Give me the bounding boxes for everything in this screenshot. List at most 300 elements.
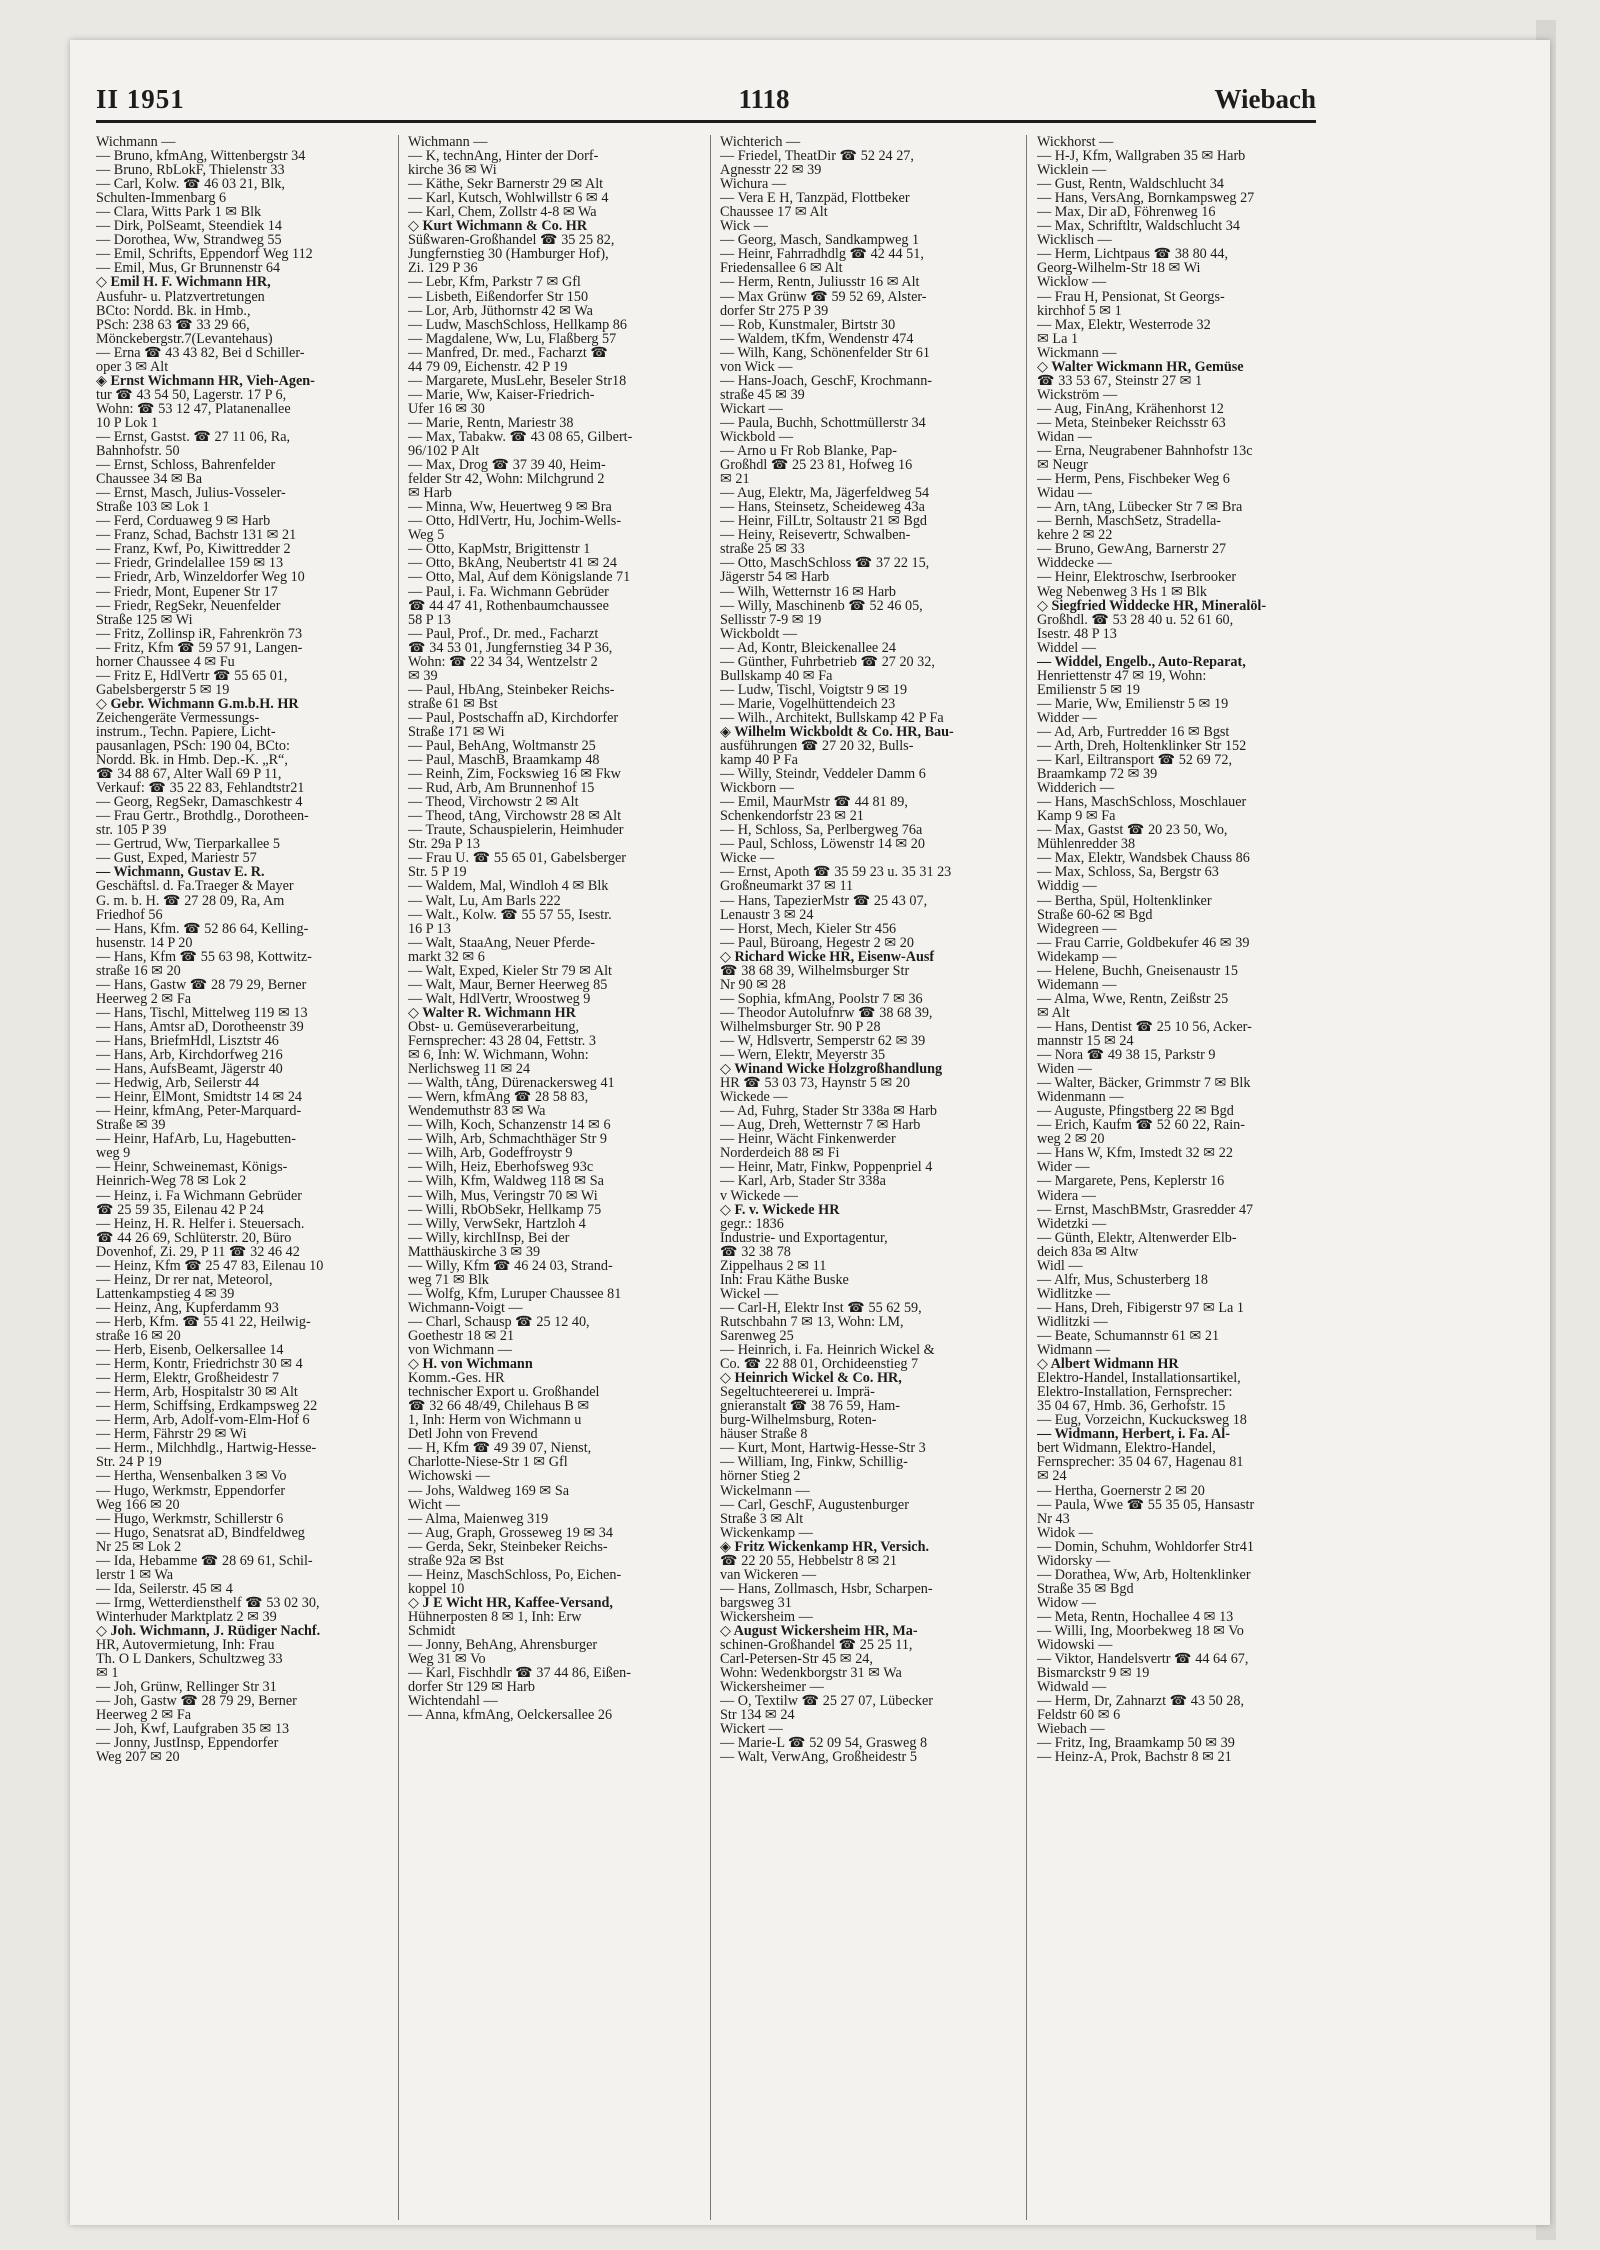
directory-entry-line: Friedhof 56	[96, 907, 163, 922]
directory-entry-line: Weg Nebenweg 3 Hs 1 ✉ Blk	[1037, 584, 1207, 599]
directory-entry-line: Isestr. 48 P 13	[1037, 626, 1117, 641]
directory-entry-line: Zippelhaus 2 ✉ 11	[720, 1258, 827, 1273]
directory-entry-line: — Heinz-A, Prok, Bachstr 8 ✉ 21	[1037, 1750, 1232, 1765]
directory-entry-line: — Paul, Postschaffn aD, Kirchdorfer	[408, 710, 619, 725]
directory-entry-line: — Bruno, GewAng, Barnerstr 27	[1037, 542, 1227, 557]
directory-entry-line: Braamkamp 72 ✉ 39	[1037, 767, 1158, 782]
directory-entry-line: Widen —	[1037, 1062, 1092, 1077]
directory-entry-line: van Wickeren —	[720, 1567, 817, 1582]
directory-entry-line: — Fritz, Kfm ☎ 59 57 91, Langen-	[96, 640, 303, 655]
directory-entry-line: — Marie-L ☎ 52 09 54, Grasweg 8	[720, 1736, 928, 1751]
directory-entry-line: — Aug, Graph, Grosseweg 19 ✉ 34	[408, 1525, 613, 1540]
directory-entry-line: Straße 35 ✉ Bgd	[1037, 1581, 1134, 1596]
directory-entry-line: — Waldem, Mal, Windloh 4 ✉ Blk	[408, 879, 609, 894]
directory-entry-line: Großhdl. ☎ 53 28 40 u. 52 61 60,	[1037, 612, 1234, 627]
directory-entry-line: Wicht —	[408, 1497, 460, 1512]
directory-entry-line: G. m. b. H. ☎ 27 28 09, Ra, Am	[96, 893, 285, 908]
directory-entry-line: husenstr. 14 P 20	[96, 935, 193, 950]
directory-entry-line: von Wichmann —	[408, 1343, 512, 1358]
directory-entry-line: Wickmann —	[1037, 345, 1117, 360]
directory-entry-line: — Bruno, kfmAng, Wittenbergstr 34	[96, 149, 306, 164]
directory-entry-line: Wickart —	[720, 401, 783, 416]
directory-entry-line: ◈ Fritz Wickenkamp HR, Versich.	[720, 1539, 930, 1554]
directory-entry-line: — Hans, Arb, Kirchdorfweg 216	[96, 1048, 283, 1063]
directory-entry-line: — Wilh, Kang, Schönenfelder Str 61	[720, 345, 930, 360]
directory-entry-line: — Aug, Dreh, Wetternstr 7 ✉ Harb	[720, 1118, 921, 1133]
directory-entry-line: — Hans W, Kfm, Imstedt 32 ✉ 22	[1037, 1146, 1233, 1161]
directory-entry-line: — Johs, Waldweg 169 ✉ Sa	[408, 1483, 570, 1498]
directory-entry-line: Sellisstr 7-9 ✉ 19	[720, 612, 822, 627]
directory-entry-line: — Joh, Gastw ☎ 28 79 29, Berner	[96, 1694, 297, 1709]
directory-entry-line: ✉ 39	[408, 668, 438, 683]
directory-entry-line: — Ludw, MaschSchloss, Hellkamp 86	[408, 317, 627, 332]
directory-entry-line: ☎ 32 38 78	[720, 1244, 791, 1259]
directory-entry-line: — Otto, MaschSchloss ☎ 37 22 15,	[720, 556, 930, 571]
column-3	[720, 135, 1008, 2220]
directory-entry-line: Widenmann —	[1037, 1090, 1124, 1105]
directory-entry-line: Chaussee 34 ✉ Ba	[96, 472, 203, 487]
directory-entry-line: Widdecke —	[1037, 556, 1112, 571]
directory-entry-line: Wichmann-Voigt —	[408, 1300, 523, 1315]
directory-entry-line: — Heinz, Ang, Kupferdamm 93	[96, 1300, 279, 1315]
directory-entry-line: Wohn: ☎ 22 34 34, Wentzelstr 2	[408, 654, 598, 669]
directory-entry-line: — Ad, Arb, Furtredder 16 ✉ Bgst	[1037, 724, 1230, 740]
directory-entry-line: — Theod, tAng, Virchowstr 28 ✉ Alt	[408, 809, 622, 824]
directory-entry-line: — Herm, Fährstr 29 ✉ Wi	[96, 1427, 247, 1442]
column-divider	[710, 135, 711, 2220]
directory-entry-line: — Heinz, MaschSchloss, Po, Eichen-	[408, 1567, 622, 1582]
directory-entry-line: Wichmann —	[408, 135, 488, 150]
directory-entry-line: Straße 3 ✉ Alt	[720, 1511, 804, 1526]
directory-entry-line: — Frau Carrie, Goldbekufer 46 ✉ 39	[1037, 935, 1250, 950]
directory-entry-line: — Erna ☎ 43 43 82, Bei d Schiller-	[96, 345, 305, 360]
directory-entry-line: ✉ 24	[1037, 1469, 1067, 1484]
directory-entry-line: BCto: Nordd. Bk. in Hmb.,	[96, 303, 251, 318]
directory-entry-line: — Ernst, Gastst. ☎ 27 11 06, Ra,	[96, 429, 291, 445]
directory-entry-line: ☎ 32 66 48/49, Chilehaus B ✉	[408, 1399, 590, 1414]
directory-entry-line: — Anna, kfmAng, Oelckersallee 26	[408, 1708, 613, 1723]
directory-entry-line: Wichowski —	[408, 1469, 490, 1484]
directory-entry-line: gegr.: 1836	[720, 1216, 784, 1231]
directory-entry-line: mannstr 15 ✉ 24	[1037, 1034, 1134, 1049]
directory-entry-line: — Gust, Exped, Mariestr 57	[96, 851, 257, 866]
directory-entry-line: — Max, Dir aD, Föhrenweg 16	[1037, 205, 1216, 220]
directory-entry-line: — Willi, RbObSekr, Hellkamp 75	[408, 1202, 602, 1217]
directory-entry-line: Fernsprecher: 35 04 67, Hagenau 81	[1037, 1455, 1244, 1470]
directory-entry-line: — Georg, RegSekr, Damaschkestr 4	[96, 795, 303, 810]
directory-entry-line: HR, Autovermietung, Inh: Frau	[96, 1638, 275, 1653]
directory-entry-line: — Hugo, Senatsrat aD, Bindfeldweg	[96, 1525, 305, 1540]
directory-entry-line: — Carl, GeschF, Augustenburger	[720, 1497, 909, 1512]
directory-entry-line: ◇ Albert Widmann HR	[1037, 1357, 1179, 1372]
directory-entry-line: — Hans, Kfm ☎ 55 63 98, Kottwitz-	[96, 949, 312, 964]
directory-entry-line: 1, Inh: Herm von Wichmann u	[408, 1413, 582, 1428]
directory-entry-line: — Widdel, Engelb., Auto-Reparat,	[1037, 654, 1246, 669]
directory-entry-line: — Hans, VersAng, Bornkampsweg 27	[1037, 191, 1255, 206]
directory-entry-line: — Wilh, Heiz, Eberhofsweg 93c	[408, 1160, 594, 1175]
directory-entry-line: — Heinr, HafArb, Lu, Hagebutten-	[96, 1132, 296, 1147]
directory-entry-line: Widekamp —	[1037, 949, 1117, 964]
directory-entry-line: Bullskamp 40 ✉ Fa	[720, 668, 833, 683]
directory-entry-line: burg-Wilhelmsburg, Roten-	[720, 1413, 877, 1428]
directory-entry-line: — Aug, FinAng, Krähenhorst 12	[1037, 401, 1224, 416]
directory-entry-line: Winterhuder Marktplatz 2 ✉ 39	[96, 1609, 277, 1624]
header-volume-year: II 1951	[96, 84, 185, 114]
directory-entry-line: — Ernst, Apoth ☎ 35 59 23 u. 35 31 23	[720, 865, 952, 880]
directory-entry-line: — Eug, Vorzeichn, Kuckucksweg 18	[1037, 1413, 1247, 1428]
directory-entry-line: — Max Grünw ☎ 59 52 69, Alster-	[720, 289, 927, 304]
directory-entry-line: Dovenhof, Zi. 29, P 11 ☎ 32 46 42	[96, 1244, 300, 1259]
directory-entry-line: — Bruno, RbLokF, Thielenstr 33	[96, 163, 285, 178]
directory-entry-line: — Paul, Prof., Dr. med., Facharzt	[408, 626, 599, 641]
directory-entry-line: — Franz, Schad, Bachstr 131 ✉ 21	[96, 528, 297, 543]
directory-entry-line: Inh: Frau Käthe Buske	[720, 1272, 849, 1287]
directory-entry-line: HR ☎ 53 03 73, Haynstr 5 ✉ 20	[720, 1076, 910, 1091]
directory-entry-line: — Franz, Kwf, Po, Kiwittredder 2	[96, 542, 291, 557]
directory-entry-line: lerstr 1 ✉ Wa	[96, 1567, 174, 1582]
directory-entry-line: — Lisbeth, Eißendorfer Str 150	[408, 289, 589, 304]
directory-entry-line: Obst- u. Gemüseverarbeitung,	[408, 1019, 579, 1034]
directory-entry-line: — Walt, HdlVertr, Wroostweg 9	[408, 991, 591, 1006]
directory-entry-line: — Nora ☎ 49 38 15, Parkstr 9	[1037, 1048, 1216, 1063]
directory-entry-line: — Fritz E, HdlVertr ☎ 55 65 01,	[96, 668, 288, 683]
directory-entry-line: — Viktor, Handelsvertr ☎ 44 64 67,	[1037, 1652, 1249, 1667]
directory-entry-line: ✉ Neugr	[1037, 458, 1088, 473]
directory-entry-line: — Arth, Dreh, Holtenklinker Str 152	[1037, 739, 1247, 754]
directory-entry-line: — Carl-H, Elektr Inst ☎ 55 62 59,	[720, 1300, 922, 1315]
directory-entry-line: hörner Stieg 2	[720, 1469, 801, 1484]
directory-entry-line: — Friedr, RegSekr, Neuenfelder	[96, 598, 281, 613]
directory-entry-line: — Wilh., Architekt, Bullskamp 42 P Fa	[720, 710, 944, 725]
directory-entry-line: Widlitzki —	[1037, 1314, 1108, 1329]
directory-entry-line: straße 61 ✉ Bst	[408, 696, 498, 711]
directory-entry-line: — Herm, Rentn, Juliusstr 16 ✉ Alt	[720, 275, 920, 290]
directory-entry-line: Nordd. Bk. in Hmb. Dep.-K. „R“,	[96, 753, 288, 768]
directory-entry-line: Mönckebergstr.7(Levantehaus)	[96, 331, 273, 346]
directory-entry-line: ◇ J E Wicht HR, Kaffee-Versand,	[408, 1595, 613, 1610]
directory-entry-line: Nr 25 ✉ Lok 2	[96, 1539, 182, 1554]
directory-entry-line: — Max, Gastst ☎ 20 23 50, Wo,	[1037, 823, 1228, 838]
directory-entry-line: — Günth, Elektr, Altenwerder Elb-	[1037, 1230, 1237, 1245]
directory-entry-line: Wickborn —	[720, 781, 794, 796]
directory-entry-line: — Hugo, Werkmstr, Eppendorfer	[96, 1483, 286, 1498]
directory-entry-line: — Gertrud, Ww, Tierparkallee 5	[96, 837, 280, 852]
directory-entry-line: Straße ✉ 39	[96, 1118, 166, 1133]
directory-entry-line: — Herm, Pens, Fischbeker Weg 6	[1037, 472, 1230, 487]
directory-entry-line: — Willi, Ing, Moorbekweg 18 ✉ Vo	[1037, 1623, 1244, 1639]
directory-entry-line: Mühlenredder 38	[1037, 837, 1136, 852]
directory-entry-line: Nr 90 ✉ 28	[720, 977, 786, 992]
directory-entry-line: — Ida, Seilerstr. 45 ✉ 4	[96, 1581, 233, 1596]
directory-entry-line: — Bernh, MaschSetz, Stradella-	[1037, 514, 1221, 529]
directory-entry-line: Straße 171 ✉ Wi	[408, 724, 505, 740]
directory-entry-line: — Hans, Gastw ☎ 28 79 29, Berner	[96, 977, 307, 992]
directory-entry-line: kirche 36 ✉ Wi	[408, 163, 497, 178]
directory-entry-line: — Lebr, Kfm, Parkstr 7 ✉ Gfl	[408, 275, 581, 290]
directory-entry-line: Widl —	[1037, 1258, 1083, 1273]
directory-entry-line: Weg 166 ✉ 20	[96, 1497, 180, 1512]
header-running-name: Wiebach	[1214, 84, 1316, 114]
directory-entry-line: — Heinr, Fahrradhdlg ☎ 42 44 51,	[720, 247, 924, 262]
directory-entry-line: — Domin, Schuhm, Wohldorfer Str41	[1037, 1539, 1254, 1554]
directory-entry-line: — Wern, Elektr, Meyerstr 35	[720, 1048, 886, 1063]
directory-entry-line: — Paul, Schloss, Löwenstr 14 ✉ 20	[720, 837, 925, 852]
directory-entry-line: — Karl, Eiltransport ☎ 52 69 72,	[1037, 753, 1232, 768]
directory-entry-line: — Manfred, Dr. med., Facharzt ☎	[408, 345, 609, 360]
directory-entry-line: — Margarete, Pens, Keplerstr 16	[1037, 1174, 1225, 1189]
directory-entry-line: Widmann —	[1037, 1343, 1111, 1358]
directory-entry-line: Weg 207 ✉ 20	[96, 1750, 180, 1765]
directory-entry-line: — Max, Tabakw. ☎ 43 08 65, Gilbert-	[408, 429, 633, 445]
directory-entry-line: — H, Schloss, Sa, Perlbergweg 76a	[720, 823, 923, 838]
directory-entry-line: markt 32 ✉ 6	[408, 949, 485, 964]
directory-entry-line: — Hans, TapezierMstr ☎ 25 43 07,	[720, 893, 928, 908]
directory-entry-line: Wilhelmsburger Str. 90 P 28	[720, 1019, 881, 1034]
directory-entry-line: Weg 31 ✉ Vo	[408, 1652, 486, 1667]
directory-entry-line: — Joh, Kwf, Laufgraben 35 ✉ 13	[96, 1722, 290, 1737]
directory-entry-line: Str. 24 P 19	[96, 1455, 162, 1470]
directory-entry-line: 10 P Lok 1	[96, 415, 159, 430]
directory-entry-line: ausführungen ☎ 27 20 32, Bulls-	[720, 739, 914, 754]
directory-entry-line: Widwald —	[1037, 1680, 1107, 1695]
directory-entry-line: — Irmg, Wetterdiensthelf ☎ 53 02 30,	[96, 1595, 320, 1610]
directory-entry-line: Wicklein —	[1037, 163, 1107, 178]
directory-entry-line: Widemann —	[1037, 977, 1117, 992]
directory-entry-line: ◇ Gebr. Wichmann G.m.b.H. HR	[96, 696, 299, 711]
directory-entry-line: ☎ 38 68 39, Wilhelmsburger Str	[720, 963, 910, 978]
directory-entry-line: Widetzki —	[1037, 1216, 1107, 1231]
directory-entry-line: — Alfr, Mus, Schusterberg 18	[1037, 1272, 1208, 1287]
directory-entry-line: — Bertha, Spül, Holtenklinker	[1037, 893, 1212, 908]
directory-entry-line: weg 2 ✉ 20	[1037, 1132, 1105, 1147]
directory-entry-line: Elektro-Installation, Fernsprecher:	[1037, 1385, 1233, 1400]
directory-entry-line: — Herm, Arb, Hospitalstr 30 ✉ Alt	[96, 1385, 298, 1400]
directory-entry-line: Straße 60-62 ✉ Bgd	[1037, 907, 1153, 922]
directory-entry-line: — Willy, Steindr, Veddeler Damm 6	[720, 767, 926, 782]
directory-entry-line: — Helene, Buchh, Gneisenaustr 15	[1037, 963, 1238, 978]
directory-entry-line: Straße 125 ✉ Wi	[96, 612, 193, 627]
directory-entry-line: Bahnhofstr. 50	[96, 444, 180, 459]
directory-entry-line: — Herm, Lichtpaus ☎ 38 80 44,	[1037, 247, 1229, 262]
directory-entry-line: — Käthe, Sekr Barnerstr 29 ✉ Alt	[408, 177, 604, 192]
directory-entry-line: — Ernst, Masch, Julius-Vosseler-	[96, 486, 286, 501]
directory-entry-line: Fernsprecher: 43 28 04, Fettstr. 3	[408, 1034, 596, 1049]
directory-entry-line: Wickert —	[720, 1722, 783, 1737]
directory-entry-line: — Georg, Masch, Sandkampweg 1	[720, 233, 920, 248]
directory-entry-line: — Heiny, Reisevertr, Schwalben-	[720, 528, 911, 543]
directory-entry-line: ☎ 44 47 41, Rothenbaumchaussee	[408, 598, 609, 613]
directory-entry-line: — Frau Gertr., Brothdlg., Dorotheen-	[96, 809, 309, 824]
directory-entry-line: ◇ F. v. Wickede HR	[720, 1202, 840, 1217]
directory-entry-line: Wicke —	[720, 851, 775, 866]
directory-entry-line: — Lor, Arb, Jüthornstr 42 ✉ Wa	[408, 303, 593, 318]
directory-entry-line: Lenaustr 3 ✉ 24	[720, 907, 814, 922]
directory-entry-line: — Paula, Buchh, Schottmüllerstr 34	[720, 415, 926, 430]
directory-entry-line: — Herm, Kontr, Friedrichstr 30 ✉ 4	[96, 1357, 303, 1372]
directory-entry-line: — Marie, Vogelhüttendeich 23	[720, 696, 896, 711]
directory-entry-line: — Dorathea, Ww, Arb, Holtenklinker	[1037, 1567, 1251, 1582]
directory-entry-line: — O, Textilw ☎ 25 27 07, Lübecker	[720, 1694, 934, 1709]
directory-entry-line: — Herm, Schiffsing, Erdkampsweg 22	[96, 1399, 318, 1414]
directory-entry-line: — Hans, AufsBeamt, Jägerstr 40	[96, 1062, 283, 1077]
directory-entry-line: — Herm, Elektr, Großheidestr 7	[96, 1371, 280, 1386]
directory-entry-line: häuser Straße 8	[720, 1427, 808, 1442]
directory-entry-line: Wohn: Wedenkborgstr 31 ✉ Wa	[720, 1666, 902, 1681]
directory-entry-line: Rutschbahn 7 ✉ 13, Wohn: LM,	[720, 1314, 904, 1329]
directory-entry-line: — Heinz, Kfm ☎ 25 47 83, Eilenau 10	[96, 1258, 324, 1273]
directory-entry-line: koppel 10	[408, 1581, 465, 1596]
directory-entry-line: ◇ Walter Wickmann HR, Gemüse	[1037, 359, 1244, 374]
directory-entry-line: Jägerstr 54 ✉ Harb	[720, 570, 830, 585]
directory-entry-line: — Arno u Fr Rob Blanke, Pap-	[720, 444, 897, 459]
directory-entry-line: Süßwaren-Großhandel ☎ 35 25 82,	[408, 233, 615, 248]
directory-entry-line: — Erich, Kaufm ☎ 52 60 22, Rain-	[1037, 1118, 1245, 1133]
directory-entry-line: — Reinh, Zim, Fockswieg 16 ✉ Fkw	[408, 767, 621, 782]
directory-entry-line: Ufer 16 ✉ 30	[408, 401, 485, 416]
directory-entry-line: 44 79 09, Eichenstr. 42 P 19	[408, 359, 568, 374]
directory-entry-line: ◇ H. von Wichmann	[408, 1357, 533, 1372]
directory-entry-line: — Heinr, Elektroschw, Iserbrooker	[1037, 570, 1237, 585]
directory-entry-line: — Horst, Mech, Kieler Str 456	[720, 921, 897, 936]
directory-entry-line: ☎ 33 53 67, Steinstr 27 ✉ 1	[1037, 373, 1203, 388]
directory-entry-line: — Herm, Arb, Adolf-vom-Elm-Hof 6	[96, 1413, 310, 1428]
directory-entry-line: — Marie, Ww, Emilienstr 5 ✉ 19	[1037, 696, 1229, 711]
directory-entry-line: — Willy, Maschinenb ☎ 52 46 05,	[720, 598, 923, 613]
directory-entry-line: 16 P 13	[408, 921, 451, 936]
directory-entry-line: straße 16 ✉ 20	[96, 1328, 181, 1344]
directory-entry-line: Detl John von Frevend	[408, 1427, 538, 1442]
directory-entry-line: Wichterich —	[720, 135, 801, 150]
directory-entry-line: — Hans, Steinsetz, Scheideweg 43a	[720, 500, 925, 515]
column-4	[1037, 135, 1325, 2220]
directory-entry-line: Widan —	[1037, 429, 1092, 445]
directory-entry-line: — Traute, Schauspielerin, Heimhuder	[408, 823, 624, 838]
directory-entry-line: Wicklisch —	[1037, 233, 1112, 248]
directory-entry-line: Hühnerposten 8 ✉ 1, Inh: Erw	[408, 1609, 582, 1624]
directory-entry-line: — Ida, Hebamme ☎ 28 69 61, Schil-	[96, 1553, 313, 1568]
directory-entry-line: — Minna, Ww, Heuertweg 9 ✉ Bra	[408, 500, 612, 515]
directory-entry-line: Widow —	[1037, 1595, 1096, 1610]
directory-entry-line: — Hans, Zollmasch, Hsbr, Scharpen-	[720, 1581, 933, 1596]
directory-entry-line: — Heinz, i. Fa Wichmann Gebrüder	[96, 1188, 303, 1203]
directory-entry-line: 58 P 13	[408, 612, 451, 627]
directory-entry-line: — Margarete, MusLehr, Beseler Str18	[408, 373, 627, 388]
directory-entry-line: — Ad, Kontr, Bleickenallee 24	[720, 640, 896, 655]
directory-entry-line: von Wick —	[720, 359, 793, 374]
directory-entry-line: — Dorothea, Ww, Strandweg 55	[96, 233, 282, 248]
directory-entry-line: ◇ Walter R. Wichmann HR	[408, 1005, 576, 1020]
directory-entry-line: — Heinr, Matr, Finkw, Poppenpriel 4	[720, 1160, 933, 1175]
directory-entry-line: — Kurt, Mont, Hartwig-Hesse-Str 3	[720, 1441, 926, 1456]
directory-entry-line: — Magdalene, Ww, Lu, Flaßberg 57	[408, 331, 617, 346]
directory-entry-line: — Heinz, H. R. Helfer i. Steuersach.	[96, 1216, 305, 1231]
directory-entry-line: — Heinr, ElMont, Smidtstr 14 ✉ 24	[96, 1090, 303, 1105]
directory-entry-line: — Fritz, Zollinsp iR, Fahrenkrön 73	[96, 626, 303, 641]
directory-entry-line: — Karl, Arb, Stader Str 338a	[720, 1174, 886, 1189]
directory-entry-line: Widder —	[1037, 710, 1097, 725]
directory-entry-line: — Heinr, kfmAng, Peter-Marquard-	[96, 1104, 302, 1119]
directory-entry-line: — Ferd, Corduaweg 9 ✉ Harb	[96, 514, 271, 529]
directory-entry-line: Schmidt	[408, 1623, 456, 1639]
directory-entry-line: — Alma, Maienweg 319	[408, 1511, 549, 1526]
directory-entry-line: Lattenkampstieg 4 ✉ 39	[96, 1286, 235, 1301]
directory-entry-line: Verkauf: ☎ 35 22 83, Fehlandtstr21	[96, 781, 305, 796]
directory-entry-line: — Marie, Ww, Kaiser-Friedrich-	[408, 387, 595, 402]
directory-entry-line: Zi. 129 P 36	[408, 261, 478, 276]
directory-entry-line: — Günther, Fuhrbetrieb ☎ 27 20 32,	[720, 654, 935, 669]
directory-entry-line: Komm.-Ges. HR	[408, 1371, 505, 1386]
directory-entry-line: — Hans, Tischl, Mittelweg 119 ✉ 13	[96, 1005, 308, 1020]
directory-entry-line: — K, technAng, Hinter der Dorf-	[408, 149, 599, 164]
directory-entry-line: Nerlichsweg 11 ✉ 24	[408, 1062, 531, 1077]
directory-entry-line: Heinrich-Weg 78 ✉ Lok 2	[96, 1174, 247, 1189]
directory-entry-line: Ausfuhr- u. Platzvertretungen	[96, 289, 265, 304]
directory-entry-line: — Walt, Exped, Kieler Str 79 ✉ Alt	[408, 963, 612, 978]
directory-entry-line: — Joh, Grünw, Rellinger Str 31	[96, 1680, 277, 1695]
directory-entry-line: — Emil, MaurMstr ☎ 44 81 89,	[720, 795, 908, 810]
directory-entry-line: — Wilh, Kfm, Waldweg 118 ✉ Sa	[408, 1174, 604, 1189]
directory-entry-line: deich 83a ✉ Altw	[1037, 1244, 1139, 1259]
directory-entry-line: Großhdl ☎ 25 23 81, Hofweg 16	[720, 458, 913, 473]
directory-entry-line: Wick —	[720, 219, 768, 234]
directory-entry-line: — Emil, Mus, Gr Brunnenstr 64	[96, 261, 281, 276]
directory-entry-line: — Meta, Rentn, Hochallee 4 ✉ 13	[1037, 1609, 1234, 1624]
directory-entry-line: — Karl, Kutsch, Wohlwillstr 6 ✉ 4	[408, 191, 609, 206]
directory-entry-line: Widegreen —	[1037, 921, 1117, 936]
directory-entry-line: Str. 5 P 19	[408, 865, 467, 880]
directory-entry-line: Wichtendahl —	[408, 1694, 498, 1709]
directory-entry-line: horner Chaussee 4 ✉ Fu	[96, 654, 235, 669]
directory-entry-line: Widdig —	[1037, 879, 1097, 894]
directory-entry-line: — Ludw, Tischl, Voigtstr 9 ✉ 19	[720, 682, 908, 697]
directory-entry-line: — Gust, Rentn, Waldschlucht 34	[1037, 177, 1224, 192]
directory-entry-line: kehre 2 ✉ 22	[1037, 528, 1113, 543]
directory-entry-line: Wiebach —	[1037, 1722, 1105, 1737]
directory-entry-line: — Friedr, Grindelallee 159 ✉ 13	[96, 556, 284, 571]
header-page-number: 1118	[738, 84, 790, 114]
directory-entry-line: — Ernst, MaschBMstr, Grasredder 47	[1037, 1202, 1254, 1217]
directory-entry-line: — Otto, BkAng, Neubertstr 41 ✉ 24	[408, 556, 617, 571]
directory-entry-line: — Max, Drog ☎ 37 39 40, Heim-	[408, 458, 606, 473]
directory-entry-line: — Friedel, TheatDir ☎ 52 24 27,	[720, 149, 914, 164]
directory-entry-line: Wicklow —	[1037, 275, 1107, 290]
directory-entry-line: Jungfernstieg 30 (Hamburger Hof),	[408, 247, 609, 262]
directory-entry-line: — Hertha, Goernerstr 2 ✉ 20	[1037, 1483, 1205, 1498]
directory-entry-line: ◇ Kurt Wichmann & Co. HR	[408, 219, 588, 234]
directory-entry-line: — Ernst, Schloss, Bahrenfelder	[96, 458, 276, 473]
directory-entry-line: — Walt, Lu, Am Barls 222	[408, 893, 561, 908]
directory-entry-line: Wickbold —	[720, 429, 794, 445]
directory-entry-line: Widera —	[1037, 1188, 1096, 1203]
directory-entry-line: kamp 40 P Fa	[720, 753, 798, 768]
directory-entry-line: Goethestr 18 ✉ 21	[408, 1328, 515, 1344]
directory-entry-line: — Wern, kfmAng ☎ 28 58 83,	[408, 1090, 589, 1105]
directory-entry-line: — Otto, HdlVertr, Hu, Jochim-Wells-	[408, 514, 622, 529]
directory-entry-line: — Gerda, Sekr, Steinbeker Reichs-	[408, 1539, 608, 1554]
directory-entry-line: instrum., Techn. Papiere, Licht-	[96, 724, 276, 740]
directory-entry-line: — Rob, Kunstmaler, Birtstr 30	[720, 317, 896, 332]
directory-entry-line: Industrie- und Exportagentur,	[720, 1230, 888, 1245]
directory-entry-line: Emilienstr 5 ✉ 19	[1037, 682, 1140, 697]
directory-entry-line: ☎ 22 20 55, Hebbelstr 8 ✉ 21	[720, 1553, 897, 1568]
directory-entry-line: — Arn, tAng, Lübecker Str 7 ✉ Bra	[1037, 500, 1243, 515]
directory-entry-line: Sarenweg 25	[720, 1328, 794, 1344]
directory-entry-line: — Hans, Amtsr aD, Dorotheenstr 39	[96, 1019, 304, 1034]
directory-entry-line: ✉ Harb	[408, 486, 452, 501]
directory-entry-line: — Wilh, Koch, Schanzenstr 14 ✉ 6	[408, 1118, 611, 1133]
directory-entry-line: Norderdeich 88 ✉ Fi	[720, 1146, 840, 1161]
directory-entry-line: v Wickede —	[720, 1188, 798, 1203]
